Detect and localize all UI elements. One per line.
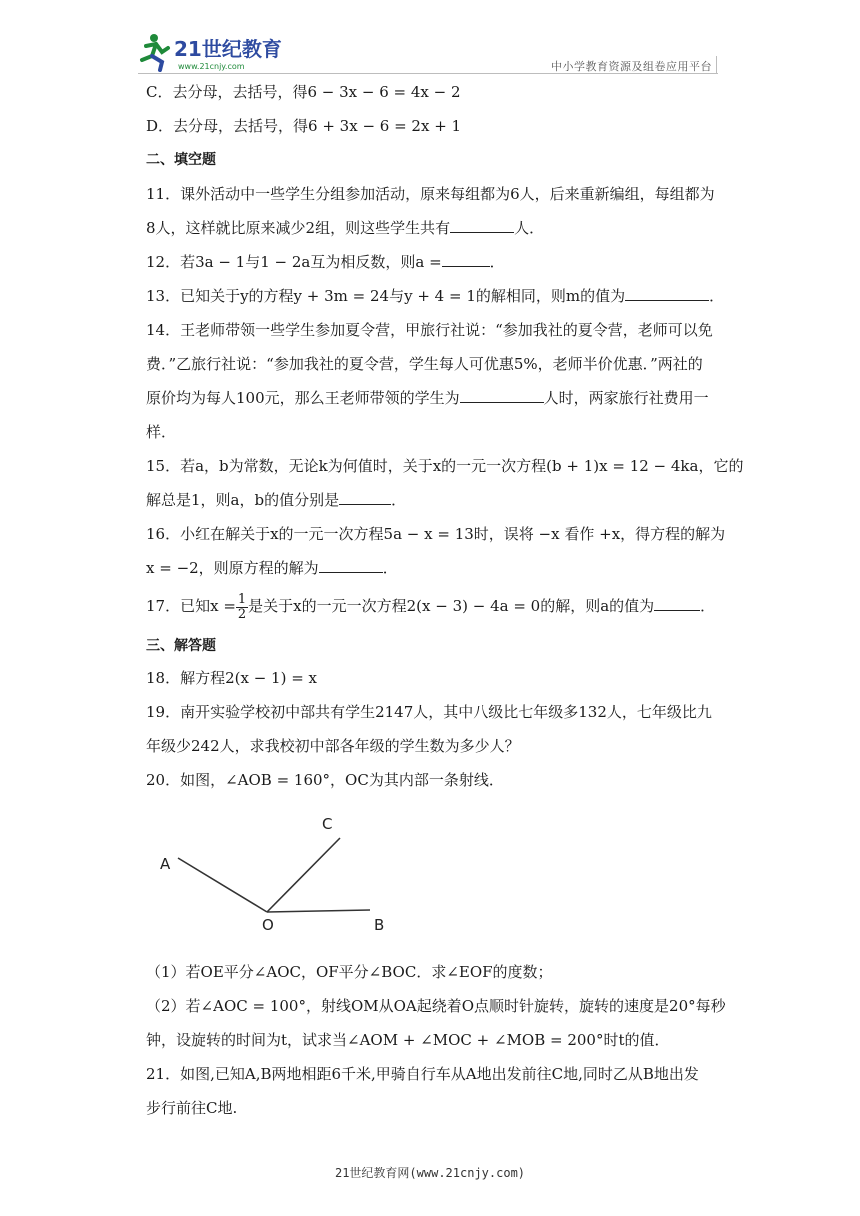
answer-blank — [460, 388, 544, 403]
q13: 13．已知关于y的方程y + 3m = 24与y + 4 = 1的解相同，则m的值为 ． — [146, 287, 725, 305]
option-c: C．去分母，去括号，得6 − 3x − 6 = 4x − 2 — [146, 83, 461, 101]
q18: 18．解方程2(x − 1) = x — [146, 669, 318, 687]
fraction-one-half: $\frac{1}{2}$ — [237, 591, 247, 622]
answer-blank — [339, 490, 391, 505]
label-c: C — [322, 815, 333, 833]
q20-part2-line2: 钟，设旋转的时间为t，试求当∠AOM + ∠MOC + ∠MOB = 200°时t的值． — [146, 1031, 670, 1049]
label-a: A — [160, 855, 171, 873]
q15-line1: 15．若a，b为常数，无论k为何值时，关于x的一元一次方程(b + 1)x = 12 − 4ka，它的 — [146, 457, 744, 475]
page-header — [0, 0, 860, 80]
section-fill-blank: 二、填空题 — [146, 152, 216, 168]
header-divider — [138, 73, 718, 74]
q16-line2: x = −2，则原方程的解为 ． — [146, 559, 398, 577]
q14-line1: 14．王老师带领一些学生参加夏令营，甲旅行社说：“参加我社的夏令营，老师可以免 — [146, 321, 713, 339]
answer-blank — [450, 218, 514, 233]
header-tagline: 中小学教育资源及组卷应用平台 — [551, 60, 712, 73]
label-b: B — [374, 916, 385, 934]
q20-part2-line1: （2）若∠AOC = 100°，射线OM从OA起绕着O点顺时针旋转，旋转的速度是20°每秒 — [146, 997, 726, 1015]
q14-line4: 样． — [146, 423, 177, 441]
section-answer: 三、解答题 — [146, 638, 216, 654]
angle-figure — [150, 808, 410, 938]
q14-line2: 费．”乙旅行社说：“参加我社的夏令营，学生每人可优惠5%，老师半价优惠．”两社的 — [146, 355, 703, 373]
q19-line2: 年级少242人，求我校初中部各年级的学生数为多少人？ — [146, 737, 520, 755]
logo-main-text: 21世纪教育 — [174, 37, 282, 61]
q15-line2: 解总是1，则a，b的值分别是 ． — [146, 491, 407, 509]
q19-line1: 19．南开实验学校初中部共有学生2147人，其中八级比七年级多132人，七年级比九 — [146, 703, 712, 721]
q16-line1: 16．小红在解关于x的一元一次方程5a − x = 13时，误将 −x 看作 +x，得方程的解为 — [146, 525, 726, 543]
q20-part1: （1）若OE平分∠AOC，OF平分∠BOC．求∠EOF的度数； — [146, 963, 553, 981]
q21-line2: 步行前往C地. — [146, 1099, 238, 1117]
q12: 12．若3a − 1与1 − 2a互为相反数，则a = ． — [146, 253, 505, 271]
q11-line1: 11．课外活动中一些学生分组参加活动，原来每组都为6人，后来重新编组，每组都为 — [146, 185, 715, 203]
ray-oc — [267, 838, 340, 912]
page-footer: 21世纪教育网(www.21cnjy.com) — [334, 1166, 526, 1180]
answer-blank — [654, 596, 700, 611]
runner-logo-icon — [138, 30, 288, 74]
q17: 17．已知x = $\frac{1}{2}$ 是关于x的一元一次方程2(x − 3) − 4a = 0的解，则a的值为 ． — [146, 591, 716, 622]
q21-line1: 21．如图,已知A,B两地相距6千米,甲骑自行车从A地出发前往C地,同时乙从B地出发 — [146, 1065, 699, 1083]
header-divider-tick — [716, 56, 717, 74]
label-o: O — [262, 916, 274, 934]
q20: 20．如图，∠AOB = 160°，OC为其内部一条射线． — [146, 771, 504, 789]
logo-sub-text: www.21cnjy.com — [178, 62, 245, 71]
answer-blank — [442, 252, 490, 267]
q11-line2: 8人，这样就比原来减少2组，则这些学生共有 人． — [146, 219, 545, 237]
ray-oa — [178, 858, 267, 912]
answer-blank — [625, 286, 709, 301]
answer-blank — [319, 558, 383, 573]
option-d: D．去分母，去括号，得6 + 3x − 6 = 2x + 1 — [146, 117, 462, 135]
q14-line3: 原价均为每人100元，那么王老师带领的学生为 人时，两家旅行社费用一 — [146, 389, 709, 407]
ray-ob — [267, 910, 370, 912]
